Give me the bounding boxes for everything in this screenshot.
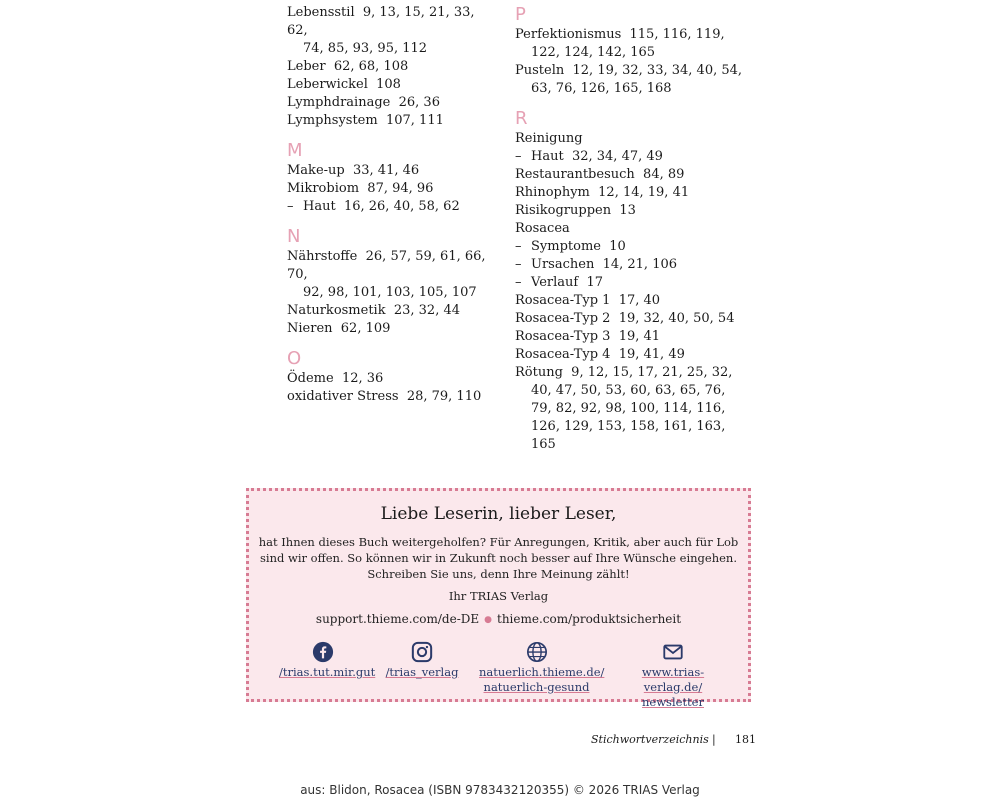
page-number: 181 bbox=[735, 733, 756, 746]
index-letter-p: P bbox=[515, 4, 526, 25]
notice-body-line: sind wir offen. So können wir in Zukunft noch besser auf Ihre Wünsche eingehen. bbox=[259, 551, 737, 565]
newsletter-link[interactable] bbox=[613, 641, 733, 710]
index-entry bbox=[287, 94, 492, 112]
index-group-o bbox=[287, 370, 492, 406]
instagram-link[interactable] bbox=[382, 641, 462, 680]
index-term: Symptome bbox=[531, 239, 601, 254]
index-letter-r: R bbox=[515, 108, 528, 129]
index-pages: 14, 21, 106 bbox=[602, 257, 678, 272]
index-pages: 62, 109 bbox=[340, 321, 391, 336]
index-pages-continued: 74, 85, 93, 95, 112 bbox=[303, 41, 428, 56]
facebook-link[interactable] bbox=[279, 641, 376, 680]
index-letter-n: N bbox=[287, 226, 301, 247]
globe-icon bbox=[526, 641, 548, 663]
index-column-right bbox=[515, 4, 745, 454]
index-term: Make-up bbox=[287, 163, 345, 178]
index-pages-continued: 79, 82, 92, 98, 100, 114, 116, bbox=[531, 401, 726, 416]
index-pages: 12, 14, 19, 41 bbox=[598, 185, 690, 200]
notice-body-line: Schreiben Sie uns, denn Ihre Meinung zählt! bbox=[367, 567, 630, 581]
index-pages: 19, 41 bbox=[618, 329, 661, 344]
index-pages: 115, 116, 119, bbox=[629, 27, 725, 42]
index-term: Rosacea-Typ 4 bbox=[515, 347, 611, 362]
index-entry bbox=[515, 346, 745, 364]
index-term: Ödeme bbox=[287, 371, 334, 386]
index-subentry bbox=[515, 238, 745, 256]
index-entry bbox=[515, 130, 745, 148]
index-subentry bbox=[287, 198, 492, 216]
index-group-p bbox=[515, 26, 745, 98]
index-term: Risikogruppen bbox=[515, 203, 612, 218]
index-term: Rosacea-Typ 3 bbox=[515, 329, 611, 344]
index-pages: 19, 32, 40, 50, 54 bbox=[618, 311, 735, 326]
index-term: Perfektionismus bbox=[515, 27, 622, 42]
index-entry bbox=[515, 310, 745, 328]
index-entry bbox=[287, 320, 492, 338]
newsletter-label-line1: www.trias-verlag.de/ bbox=[641, 665, 705, 694]
index-pages: 62, 68, 108 bbox=[333, 59, 409, 74]
index-pages: 9, 12, 15, 17, 21, 25, 32, bbox=[571, 365, 733, 380]
index-entry bbox=[515, 202, 745, 220]
index-pages-continued: 92, 98, 101, 103, 105, 107 bbox=[303, 285, 477, 300]
index-pages: 108 bbox=[376, 77, 401, 92]
index-term: Lymphsystem bbox=[287, 113, 378, 128]
index-pages: 16, 26, 40, 58, 62 bbox=[343, 199, 460, 214]
index-pages-continued: 63, 76, 126, 165, 168 bbox=[531, 81, 672, 96]
index-subentry bbox=[515, 274, 745, 292]
subentry-dash: – bbox=[515, 239, 522, 254]
index-pages: 26, 57, 59, 61, 66, 70, bbox=[287, 249, 486, 282]
index-entry bbox=[287, 370, 492, 388]
index-entry bbox=[287, 112, 492, 130]
index-group-n bbox=[287, 248, 492, 338]
index-term: Ursachen bbox=[531, 257, 595, 272]
index-subentry bbox=[515, 148, 745, 166]
index-pages: 87, 94, 96 bbox=[367, 181, 434, 196]
index-pages: 10 bbox=[609, 239, 626, 254]
website-label-line1: natuerlich.thieme.de/ bbox=[479, 665, 605, 679]
index-letter-m: M bbox=[287, 140, 303, 161]
index-term: Rosacea-Typ 1 bbox=[515, 293, 611, 308]
index-entry bbox=[515, 220, 745, 238]
subentry-dash: – bbox=[515, 275, 522, 290]
index-entry bbox=[287, 248, 492, 302]
index-entry bbox=[287, 162, 492, 180]
subentry-dash: – bbox=[515, 149, 522, 164]
index-term: Rosacea bbox=[515, 221, 570, 236]
index-entry bbox=[515, 26, 745, 62]
index-term: Restaurantbesuch bbox=[515, 167, 635, 182]
link-separator-dot: ● bbox=[484, 614, 492, 625]
index-group-r bbox=[515, 130, 745, 454]
index-pages-continued: 40, 47, 50, 53, 60, 63, 65, 76, bbox=[531, 383, 726, 398]
index-pages: 17, 40 bbox=[618, 293, 661, 308]
index-entry bbox=[515, 166, 745, 184]
index-pages: 19, 41, 49 bbox=[618, 347, 685, 362]
website-label-line2: natuerlich-gesund bbox=[483, 680, 590, 694]
index-pages: 33, 41, 46 bbox=[353, 163, 420, 178]
index-term: Reinigung bbox=[515, 131, 583, 146]
index-term: Leber bbox=[287, 59, 326, 74]
notice-signature: Ihr TRIAS Verlag bbox=[448, 589, 549, 603]
index-entry bbox=[287, 58, 492, 76]
index-pages: 12, 36 bbox=[341, 371, 384, 386]
index-group-m bbox=[287, 162, 492, 216]
index-entry bbox=[515, 328, 745, 346]
support-link[interactable]: support.thieme.com/de-DE bbox=[315, 612, 480, 626]
mail-icon bbox=[662, 641, 684, 663]
index-pages: 9, 13, 15, 21, 33, 62, bbox=[287, 5, 475, 38]
index-term: Lymphdrainage bbox=[287, 95, 391, 110]
source-credit: aus: Blidon, Rosacea (ISBN 9783432120355) © 2026 TRIAS Verlag bbox=[300, 783, 700, 797]
index-term: Rosacea-Typ 2 bbox=[515, 311, 611, 326]
footer-separator: | bbox=[712, 733, 716, 746]
index-column-left bbox=[287, 4, 492, 406]
index-entry bbox=[515, 184, 745, 202]
index-entry bbox=[287, 302, 492, 320]
website-link[interactable] bbox=[479, 641, 605, 695]
index-entry bbox=[287, 76, 492, 94]
product-safety-link[interactable]: thieme.com/produktsicherheit bbox=[497, 612, 682, 626]
index-pages-continued: 126, 129, 153, 158, 161, 163, bbox=[531, 419, 726, 434]
facebook-icon bbox=[312, 641, 334, 663]
index-entry bbox=[515, 364, 745, 454]
index-pages: 84, 89 bbox=[643, 167, 685, 182]
instagram-icon bbox=[411, 641, 433, 663]
index-term: Nieren bbox=[287, 321, 333, 336]
index-pages: 28, 79, 110 bbox=[406, 389, 482, 404]
index-term: Pusteln bbox=[515, 63, 565, 78]
instagram-label: /trias_verlag bbox=[385, 665, 459, 679]
index-pages-continued: 165 bbox=[531, 437, 556, 452]
index-entry bbox=[515, 62, 745, 98]
index-pages-continued: 122, 124, 142, 165 bbox=[531, 45, 656, 60]
notice-title: Liebe Leserin, lieber Leser, bbox=[380, 504, 617, 524]
notice-body-line: hat Ihnen dieses Buch weitergeholfen? Für Anregungen, Kritik, aber auch für Lob bbox=[258, 535, 739, 549]
index-term: oxidativer Stress bbox=[287, 389, 399, 404]
running-footer-section: Stichwortverzeichnis bbox=[591, 733, 709, 746]
index-term: Rötung bbox=[515, 365, 563, 380]
index-pages: 12, 19, 32, 33, 34, 40, 54, bbox=[572, 63, 743, 78]
notice-body bbox=[249, 534, 748, 582]
newsletter-label-line2: newsletter bbox=[642, 695, 704, 709]
index-term: Verlauf bbox=[531, 275, 579, 290]
index-term: Mikrobiom bbox=[287, 181, 360, 196]
index-pages: 32, 34, 47, 49 bbox=[571, 149, 663, 164]
index-pages: 23, 32, 44 bbox=[393, 303, 461, 318]
subentry-dash: – bbox=[515, 257, 522, 272]
index-term: Haut bbox=[531, 149, 564, 164]
index-pages: 17 bbox=[586, 275, 604, 290]
notice-links bbox=[249, 612, 748, 626]
index-term: Leberwickel bbox=[287, 77, 368, 92]
index-entry bbox=[287, 4, 492, 58]
index-term: Nährstoffe bbox=[287, 249, 358, 264]
index-entry bbox=[287, 180, 492, 198]
index-pages: 26, 36 bbox=[398, 95, 440, 110]
index-entry bbox=[515, 292, 745, 310]
index-pages: 13 bbox=[619, 203, 636, 218]
index-term: Rhinophym bbox=[515, 185, 590, 200]
index-subentry bbox=[515, 256, 745, 274]
facebook-label: /trias.tut.mir.gut bbox=[279, 665, 376, 679]
index-entry bbox=[287, 388, 492, 406]
index-term: Naturkosmetik bbox=[287, 303, 386, 318]
index-letter-o: O bbox=[287, 348, 302, 369]
index-group-l bbox=[287, 4, 492, 130]
index-pages: 107, 111 bbox=[385, 113, 444, 128]
reader-feedback-box bbox=[246, 488, 751, 709]
index-term: Haut bbox=[303, 199, 336, 214]
subentry-dash: – bbox=[287, 199, 294, 214]
index-term: Lebensstil bbox=[287, 5, 355, 20]
